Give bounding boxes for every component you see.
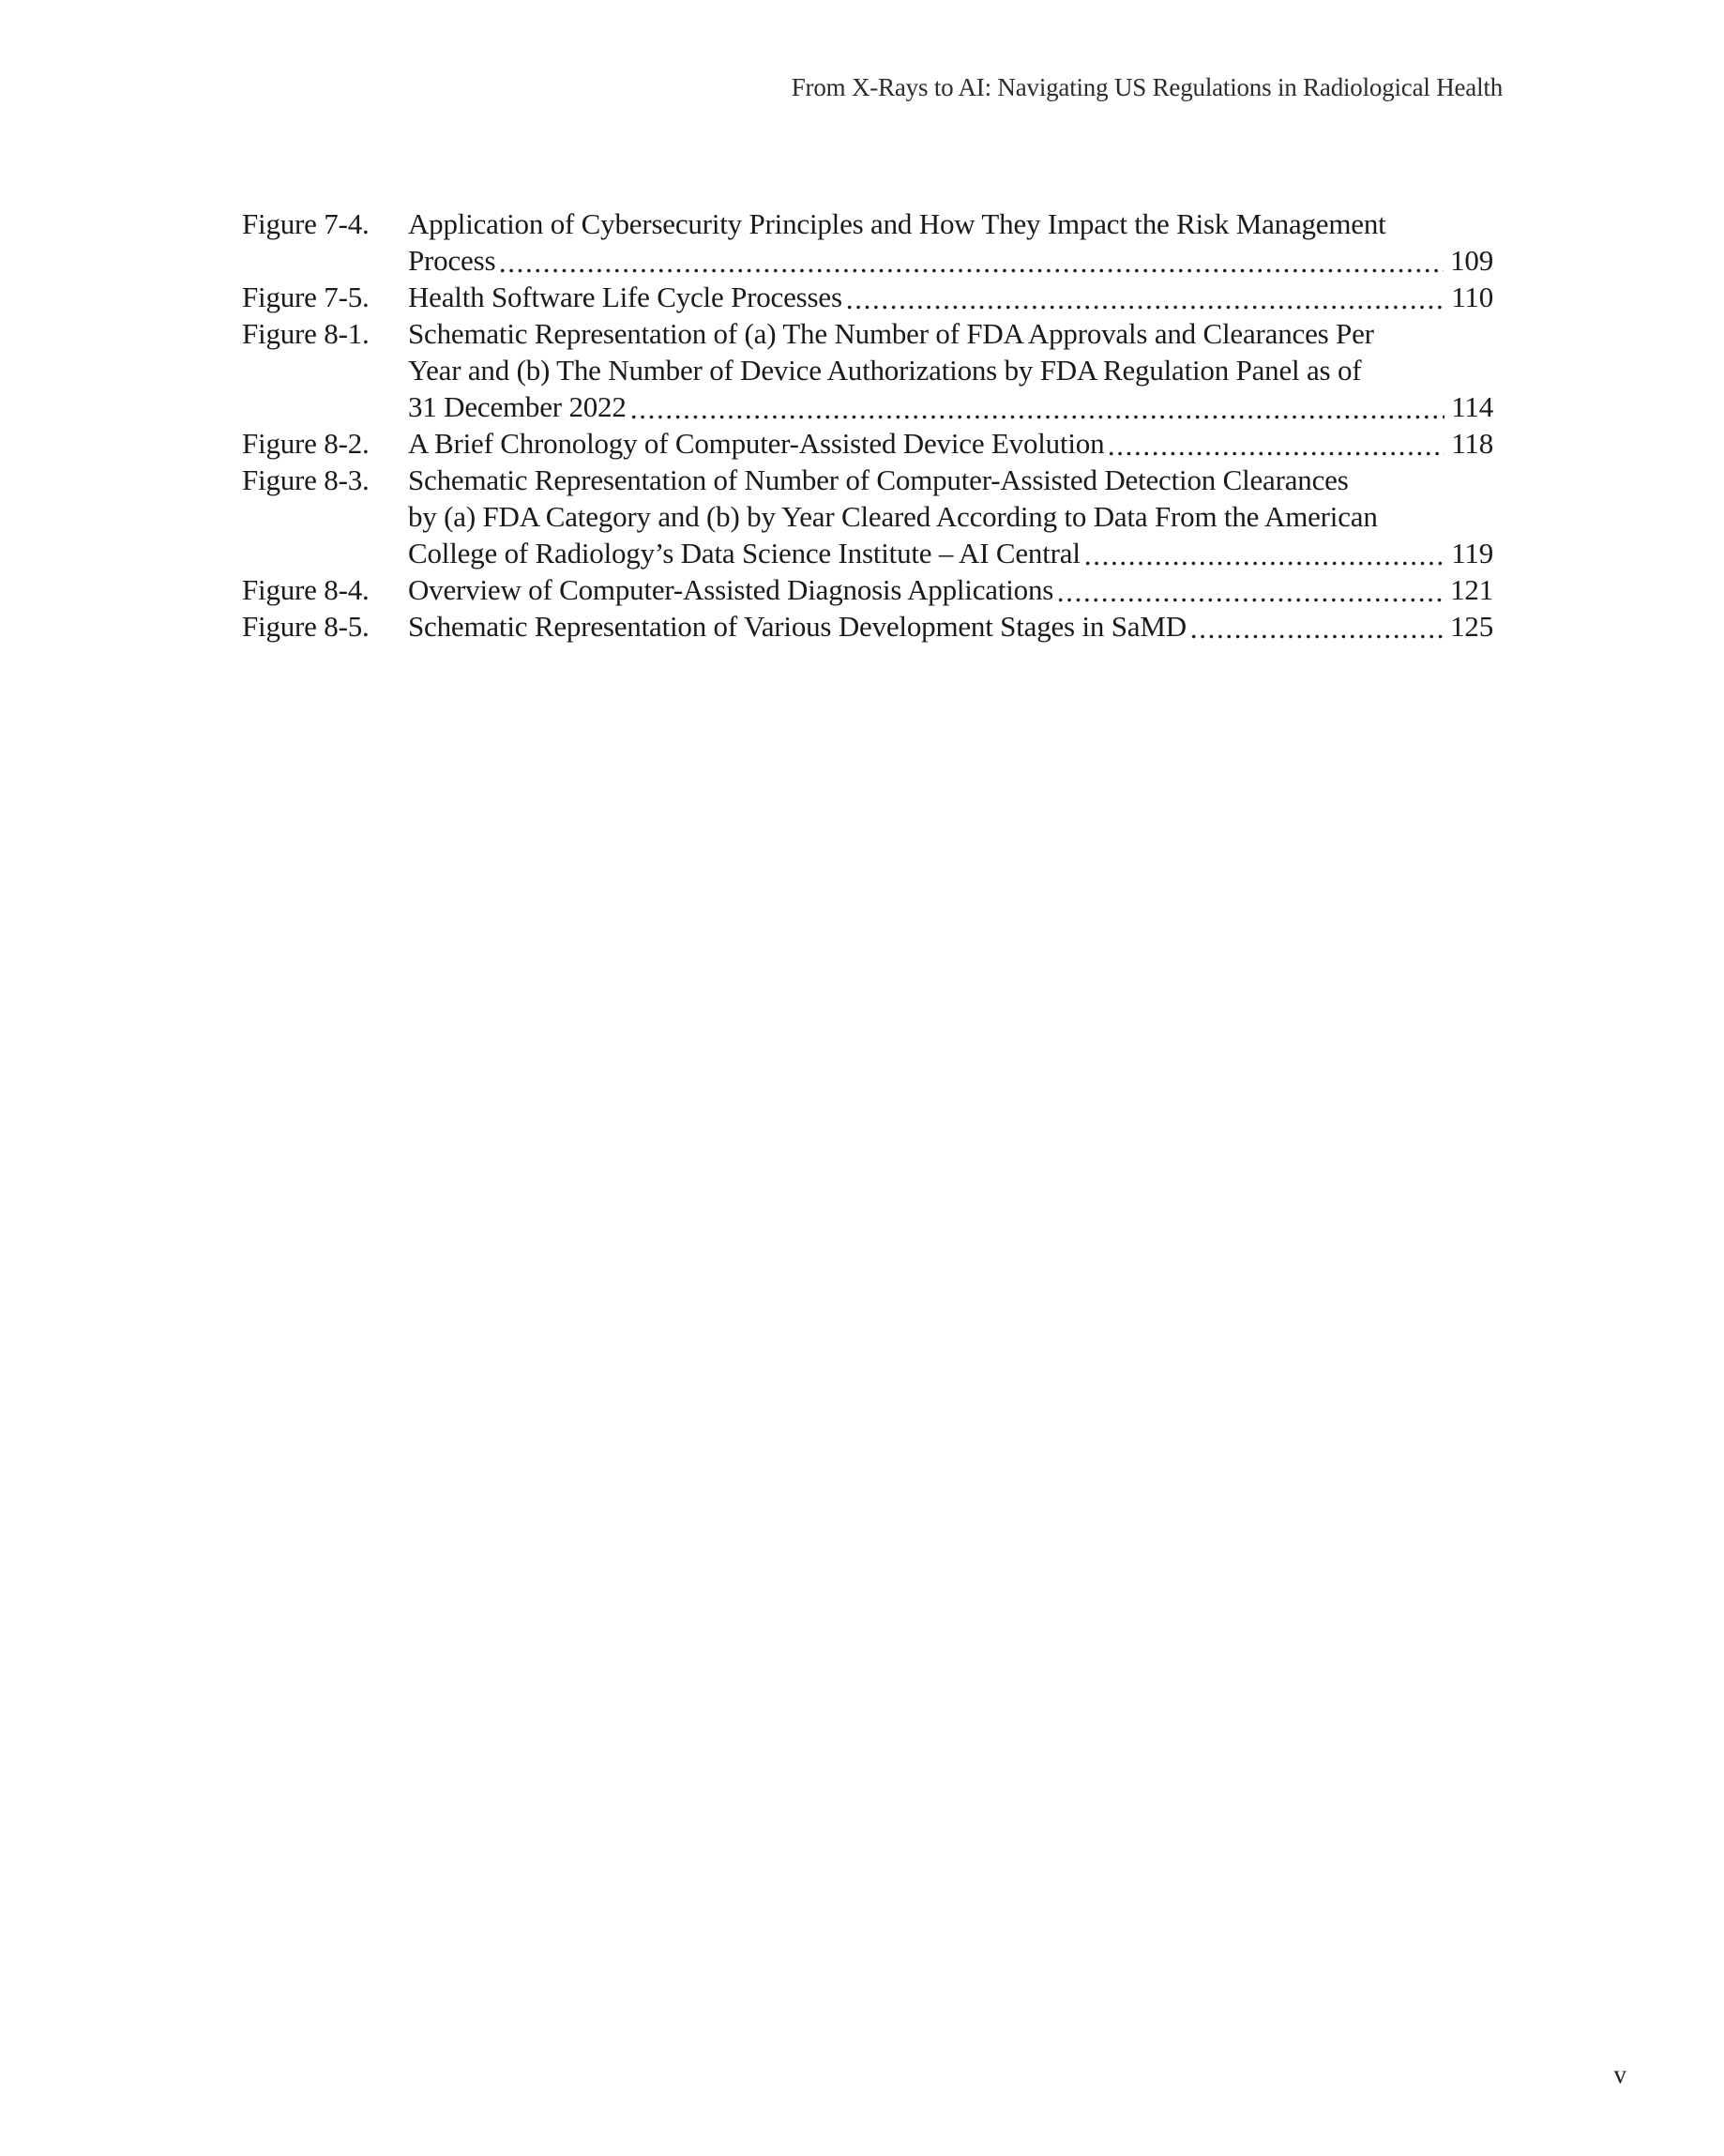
figure-label: Figure 8-5.: [242, 610, 370, 643]
toc-line: [242, 352, 1493, 388]
toc-line: [242, 535, 1493, 571]
figure-title-line: by (a) FDA Category and (b) by Year Cleared According to Data From the American: [408, 500, 1378, 533]
toc-line: [242, 608, 1493, 645]
running-header: From X-Rays to AI: Navigating US Regulations in Radiological Health: [791, 73, 1503, 101]
figure-title-line: Schematic Representation of Various Development Stages in SaMD: [408, 610, 1187, 643]
list-of-figures: [242, 205, 1493, 645]
dot-leader: [1083, 535, 1445, 571]
figure-label: Figure 8-2.: [242, 427, 370, 460]
figure-page-number: 119: [1451, 537, 1493, 569]
figure-title-line: College of Radiology’s Data Science Institute – AI Central: [408, 537, 1081, 569]
dot-leader: [629, 388, 1445, 425]
figure-label: Figure 7-5.: [242, 281, 370, 313]
toc-line: [242, 315, 1493, 352]
figure-label: Figure 8-3.: [242, 463, 370, 496]
dot-leader: [1056, 571, 1444, 608]
toc-line: [242, 242, 1493, 279]
toc-line: [242, 425, 1493, 462]
figure-title-line: A Brief Chronology of Computer-Assisted Device Evolution: [408, 427, 1105, 460]
toc-line: [242, 462, 1493, 498]
figure-page-number: 121: [1450, 573, 1493, 606]
figure-label: Figure 8-4.: [242, 573, 370, 606]
figure-title-line: Schematic Representation of (a) The Number of FDA Approvals and Clearances Per: [408, 317, 1374, 350]
dot-leader: [1107, 425, 1444, 462]
figure-page-number: 125: [1450, 610, 1493, 643]
figure-page-number: 109: [1450, 244, 1493, 277]
toc-line: [242, 571, 1493, 608]
figure-label: Figure 8-1.: [242, 317, 370, 350]
toc-line: [242, 388, 1493, 425]
toc-line: [242, 498, 1493, 535]
figure-title-line: Overview of Computer-Assisted Diagnosis Applications: [408, 573, 1054, 606]
page-number: v: [1613, 2060, 1626, 2088]
figure-title-line: Process: [408, 244, 496, 277]
figure-page-number: 114: [1451, 390, 1493, 423]
dot-leader: [1189, 608, 1444, 645]
toc-line: [242, 205, 1493, 242]
figure-title-line: Health Software Life Cycle Processes: [408, 281, 842, 313]
figure-title-line: 31 December 2022: [408, 390, 627, 423]
dot-leader: [845, 279, 1444, 315]
figure-title-line: Year and (b) The Number of Device Authorizations by FDA Regulation Panel as of: [408, 354, 1362, 387]
toc-line: [242, 279, 1493, 315]
dot-leader: [498, 242, 1444, 279]
figure-label: Figure 7-4.: [242, 207, 370, 240]
figure-page-number: 110: [1451, 281, 1493, 313]
figure-page-number: 118: [1451, 427, 1493, 460]
figure-title-line: Application of Cybersecurity Principles and How They Impact the Risk Management: [408, 207, 1386, 240]
figure-title-line: Schematic Representation of Number of Computer-Assisted Detection Clearances: [408, 463, 1349, 496]
